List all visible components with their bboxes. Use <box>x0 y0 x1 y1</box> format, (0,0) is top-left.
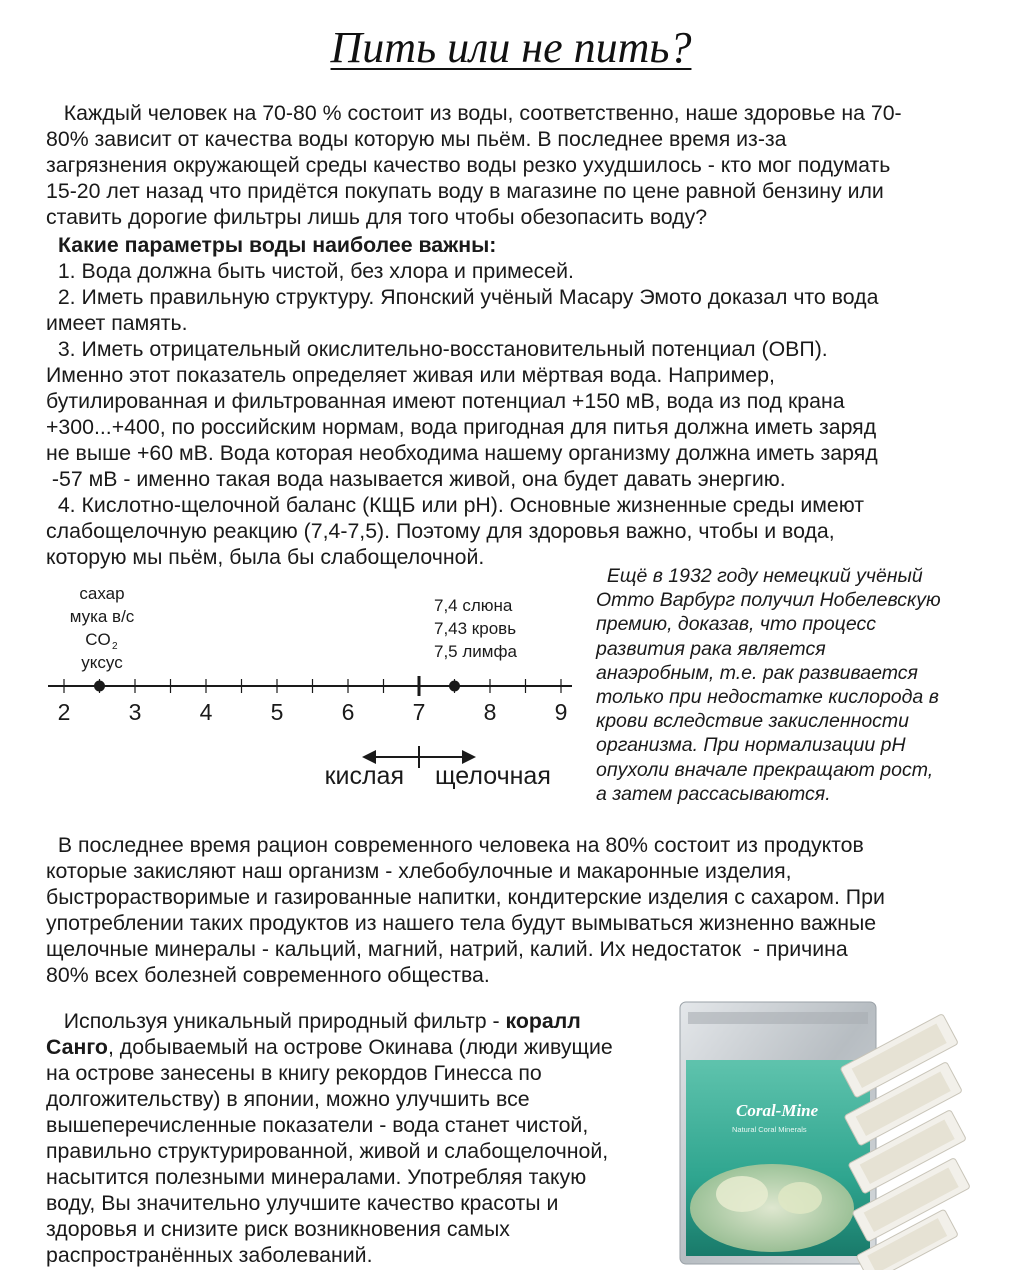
params-line: 4. Кислотно-щелочной баланс (КЩБ или pH). Основные жизненные среды имеют <box>46 493 864 517</box>
diet-line: щелочные минералы - кальций, магний, натрий, калий. Их недостаток - причина <box>46 937 848 961</box>
ph-tick-label: 6 <box>341 699 355 725</box>
intro-line: 15-20 лет назад что придётся покупать воду в магазине по цене равной бензину или <box>46 179 884 203</box>
acid-item: мука в/с <box>69 607 135 626</box>
coral-line <box>46 1008 666 1034</box>
warburg-line: а затем рассасываются. <box>596 782 831 805</box>
coral-line: вышеперечисленные показатели - вода станет чистой, <box>46 1113 589 1137</box>
acid-item: сахар <box>79 584 125 603</box>
diet-line: которые закисляют наш организм - хлебобулочные и макаронные изделия, <box>46 859 792 883</box>
coral-line: насытится полезными минералами. Употребляя такую <box>46 1165 587 1189</box>
params-line: 3. Иметь отрицательный окислительно-восстановительный потенциал (ОВП). <box>46 337 828 361</box>
coral-mine-product-image <box>672 998 992 1270</box>
coral-bold-2: Санго <box>46 1035 108 1059</box>
alkaline-label: щелочная <box>435 762 551 790</box>
alkaline-item: 7,4 слюна <box>434 596 513 615</box>
ph-tick-label: 4 <box>199 699 213 725</box>
coral-paragraph <box>46 1008 666 1268</box>
alkaline-item: 7,43 кровь <box>434 619 517 638</box>
warburg-line: Отто Варбург получил Нобелевскую <box>596 589 941 612</box>
diet-line: употреблении таких продуктов из нашего тела будут вымываться жизненно важные <box>46 911 877 935</box>
ph-scale-diagram <box>40 580 580 790</box>
ph-tick-label: 7 <box>412 699 426 725</box>
diet-paragraph <box>46 832 986 988</box>
coral-after-bold: , добываемый на острове Окинава (люди живущие <box>107 1035 613 1059</box>
params-line: которую мы пьём, была бы слабощелочной. <box>46 545 485 569</box>
warburg-line: только при недостатке кислорода в <box>596 686 939 709</box>
acid-point <box>94 681 105 692</box>
params-line: 2. Иметь правильную структуру. Японский учёный Масару Эмото доказал что вода <box>46 285 879 309</box>
coral-line: долгожительству) в японии, можно улучшить все <box>46 1087 530 1111</box>
params-line: 1. Вода должна быть чистой, без хлора и примесей. <box>46 259 574 283</box>
intro-paragraph <box>46 100 986 230</box>
coral-bold-1: коралл <box>505 1009 581 1033</box>
acid-item-co2: CO <box>85 630 111 649</box>
coral-line: воду, Вы значительно улучшите качество красоты и <box>46 1191 559 1215</box>
co2-subscript: 2 <box>112 641 118 652</box>
package-pouch <box>680 1002 876 1264</box>
coral-lead: Используя уникальный природный фильтр - <box>46 1009 506 1033</box>
alkaline-point <box>449 681 460 692</box>
params-line: не выше +60 мВ. Вода которая необходима нашему организму должна иметь заряд <box>46 441 878 465</box>
coral-line <box>46 1034 666 1060</box>
alkaline-item: 7,5 лимфа <box>434 642 517 661</box>
diet-line: В последнее время рацион современного человека на 80% состоит из продуктов <box>46 833 864 857</box>
coral-line: на острове занесены в книгу рекордов Гинесса по <box>46 1061 542 1085</box>
page-title: Пить или не пить? <box>330 23 692 72</box>
product-brand: Coral-Mine <box>736 1101 819 1120</box>
warburg-line: Ещё в 1932 году немецкий учёный <box>596 565 923 587</box>
warburg-line: премию, доказав, что процесс <box>596 613 876 636</box>
diet-line: 80% всех болезней современного общества. <box>46 963 490 987</box>
params-line: -57 мВ - именно такая вода называется живой, она будет давать энергию. <box>46 467 786 491</box>
coral-line: здоровья и снизите риск возникновения самых <box>46 1217 510 1241</box>
diet-line: быстрорастворимые и газированные напитки, кондитерские изделия с сахаром. При <box>46 885 885 909</box>
params-line: имеет память. <box>46 311 188 335</box>
ph-tick-label: 2 <box>57 699 71 725</box>
ph-tick-label: 8 <box>483 699 497 725</box>
warburg-note <box>596 564 996 806</box>
intro-line: загрязнения окружающей среды качество воды резко ухудшилось - кто мог подумать <box>46 153 891 177</box>
warburg-line: развития рака является <box>596 637 826 660</box>
acid-label: кислая <box>324 762 404 790</box>
ph-tick-label: 3 <box>128 699 142 725</box>
warburg-line: анаэробным, т.е. рак развивается <box>596 661 918 684</box>
params-line: слабощелочную реакцию (7,4-7,5). Поэтому для здоровья важно, чтобы и вода, <box>46 519 835 543</box>
acid-item: уксус <box>81 653 123 672</box>
warburg-line: опухоли вначале прекращают рост, <box>596 758 934 781</box>
params-heading: Какие параметры воды наиболее важны: <box>58 233 497 257</box>
params-line: бутилированная и фильтрованная имеют потенциал +150 мВ, вода из под крана <box>46 389 845 413</box>
coral-line: правильно структурированной, живой и слабощелочной, <box>46 1139 609 1163</box>
params-list <box>46 258 986 570</box>
params-line: +300...+400, по российским нормам, вода пригодная для питья должна иметь заряд <box>46 415 877 439</box>
ph-tick-label: 9 <box>554 699 568 725</box>
ph-tick-labels <box>58 699 568 725</box>
coral-line: распространённых заболеваний. <box>46 1243 373 1267</box>
intro-line: ставить дорогие фильтры лишь для того чтобы обезопасить воду? <box>46 205 708 229</box>
warburg-line: организма. При нормализации pH <box>596 734 906 757</box>
intro-line: Каждый человек на 70-80 % состоит из воды, соответственно, наше здоровье на 70- <box>46 101 902 125</box>
params-line: Именно этот показатель определяет живая или мёртвая вода. Например, <box>46 363 775 387</box>
warburg-line: крови вследствие закисленности <box>596 710 909 733</box>
product-subtitle: Natural Coral Minerals <box>732 1125 807 1134</box>
intro-line: 80% зависит от качества воды которую мы пьём. В последнее время из-за <box>46 127 787 151</box>
ph-tick-label: 5 <box>270 699 284 725</box>
